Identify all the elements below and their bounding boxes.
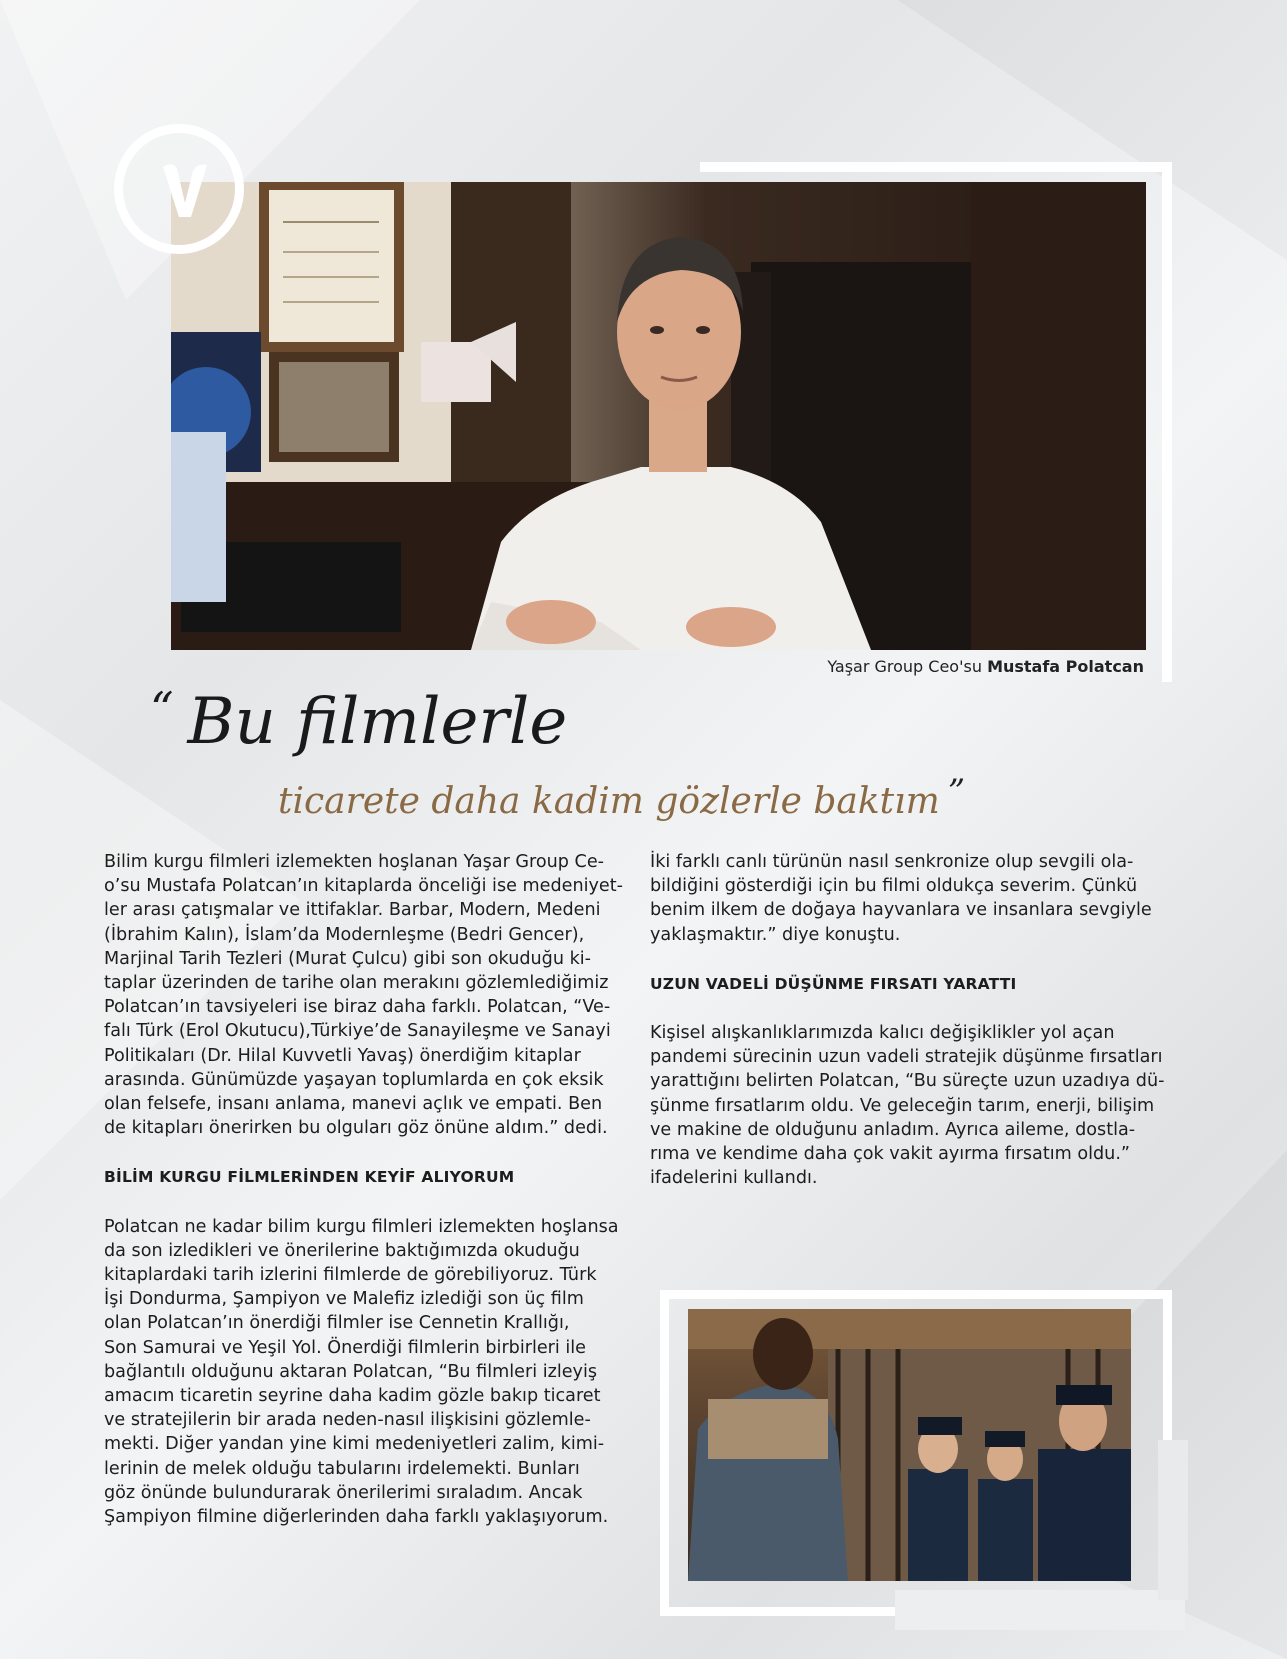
- text-line: şünme fırsatlarım oldu. Ve geleceğin tarım, enerji, bilişim: [650, 1095, 1155, 1116]
- left-body: [104, 1215, 624, 1530]
- text-line: da son izledikleri ve önerilerine baktığımızda okuduğu: [104, 1240, 580, 1261]
- film-still-photo: [688, 1309, 1131, 1581]
- text-line: Bilim kurgu filmleri izlemekten hoşlanan Yaşar Group Ce-: [104, 852, 605, 872]
- text-line: pandemi sürecinin uzun vadeli stratejik düşünme fırsatları: [650, 1047, 1163, 1068]
- headline-subtitle: ticarete daha kadim gözlerle baktım: [278, 781, 940, 822]
- text-line: olan felsefe, insanı anlama, manevi açlık ve empati. Ben: [104, 1094, 603, 1115]
- portrait-photo: [171, 182, 1146, 650]
- text-line: bağlantılı olduğunu aktaran Polatcan, “Bu filmleri izleyiş: [104, 1361, 598, 1382]
- caption-name: Mustafa Polatcan: [987, 657, 1144, 676]
- text-line: Son Samurai ve Yeşil Yol. Önerdiği filmlerin birbirleri ile: [104, 1337, 586, 1358]
- section-heading: BİLİM KURGU FİLMLERİNDEN KEYİF ALIYORUM: [104, 1168, 515, 1187]
- text-line: Marjinal Tarih Tezleri (Murat Çulcu) gibi son okuduğu ki-: [104, 948, 592, 969]
- text-line: olan Polatcan’ın önerdiği filmler ise Cennetin Krallığı,: [104, 1313, 570, 1334]
- caption-prefix: Yaşar Group Ceo'su: [827, 657, 982, 676]
- text-line: falı Türk (Erol Okutucu),Türkiye’de Sanayileşme ve Sanayi: [104, 1021, 611, 1042]
- text-line: (İbrahim Kalın), İslam’da Modernleşme (Bedri Gencer),: [104, 924, 585, 945]
- magazine-logo: [114, 124, 244, 254]
- left-column: [104, 850, 624, 1529]
- photo-caption: [827, 657, 1144, 676]
- text-line: ler arası çatışmalar ve ittifaklar. Barbar, Modern, Medeni: [104, 900, 601, 921]
- right-body: [650, 1021, 1170, 1190]
- text-line: Politikaları (Dr. Hilal Kuvvetli Yavaş) önerdiğim kitaplar: [104, 1045, 581, 1066]
- headline-subtitle-block: [278, 772, 965, 822]
- text-line: yaklaşmaktır.” diye konuştu.: [650, 924, 901, 945]
- text-line: İşi Dondurma, Şampiyon ve Malefiz izlediği son üç film: [104, 1289, 584, 1310]
- section-heading: UZUN VADELİ DÜŞÜNME FIRSATI YARATTI: [650, 974, 1017, 993]
- text-line: yarattığını belirten Polatcan, “Bu süreçte uzun uzadıya dü-: [650, 1071, 1165, 1092]
- headline: [150, 682, 567, 759]
- text-line: amacım ticaretin seyrine daha kadim gözle bakıp ticaret: [104, 1386, 601, 1407]
- text-line: Kişisel alışkanlıklarımızda kalıcı değişiklikler yol açan: [650, 1023, 1115, 1044]
- headline-title: Bu filmlerle: [187, 685, 568, 759]
- text-line: İki farklı canlı türünün nasıl senkronize olup sevgili ola-: [650, 852, 1134, 872]
- text-line: arasında. Günümüzde yaşayan toplumlarda en çok eksik: [104, 1069, 604, 1090]
- v-logo-icon: [159, 159, 211, 221]
- text-line: Polatcan’ın tavsiyeleri ise biraz daha farklı. Polatcan, “Ve-: [104, 997, 611, 1018]
- text-line: lerinin de melek olduğu tabularını irdelemekti. Bunları: [104, 1458, 580, 1479]
- frame-gap: [895, 1590, 1185, 1630]
- text-line: mekti. Diğer yandan yine kimi medeniyetleri zalim, kimi-: [104, 1434, 605, 1455]
- text-line: o’su Mustafa Polatcan’ın kitaplarda önceliği ise medeniyet-: [104, 876, 623, 897]
- text-line: Şampiyon filmine diğerlerinden daha farklı yaklaşıyorum.: [104, 1507, 609, 1528]
- text-line: de kitapları önerirken bu olguları göz önüne aldım.” dedi.: [104, 1118, 608, 1139]
- open-quote: “: [150, 682, 174, 736]
- text-line: ifadelerini kullandı.: [650, 1168, 818, 1189]
- frame-gap: [1158, 1440, 1188, 1600]
- text-line: kitaplardaki tarih izlerini filmlerde de görebiliyoruz. Türk: [104, 1265, 597, 1286]
- text-line: göz önünde bulundurarak önerilerimi sıraladım. Ancak: [104, 1482, 583, 1503]
- close-quote: ”: [947, 772, 966, 812]
- text-line: ve makine de olduğunu anladım. Ayrıca aileme, dostla-: [650, 1119, 1136, 1140]
- text-line: Polatcan ne kadar bilim kurgu filmleri izlemekten hoşlansa: [104, 1216, 619, 1237]
- text-line: bildiğini gösterdiği için bu filmi oldukça severim. Çünkü: [650, 876, 1138, 897]
- left-intro: [104, 850, 624, 1140]
- right-column: [650, 850, 1170, 1190]
- text-line: rıma ve kendime daha çok vakit ayırma fırsatım oldu.”: [650, 1144, 1131, 1165]
- text-line: taplar üzerinden de tarihe olan merakını gözlemlediğimiz: [104, 973, 609, 994]
- text-line: ve stratejilerin bir arada neden-nasıl ilişkisini gözlemle-: [104, 1410, 591, 1431]
- text-line: benim ilkem de doğaya hayvanlara ve insanlara sevgiyle: [650, 900, 1152, 921]
- right-intro: [650, 850, 1170, 947]
